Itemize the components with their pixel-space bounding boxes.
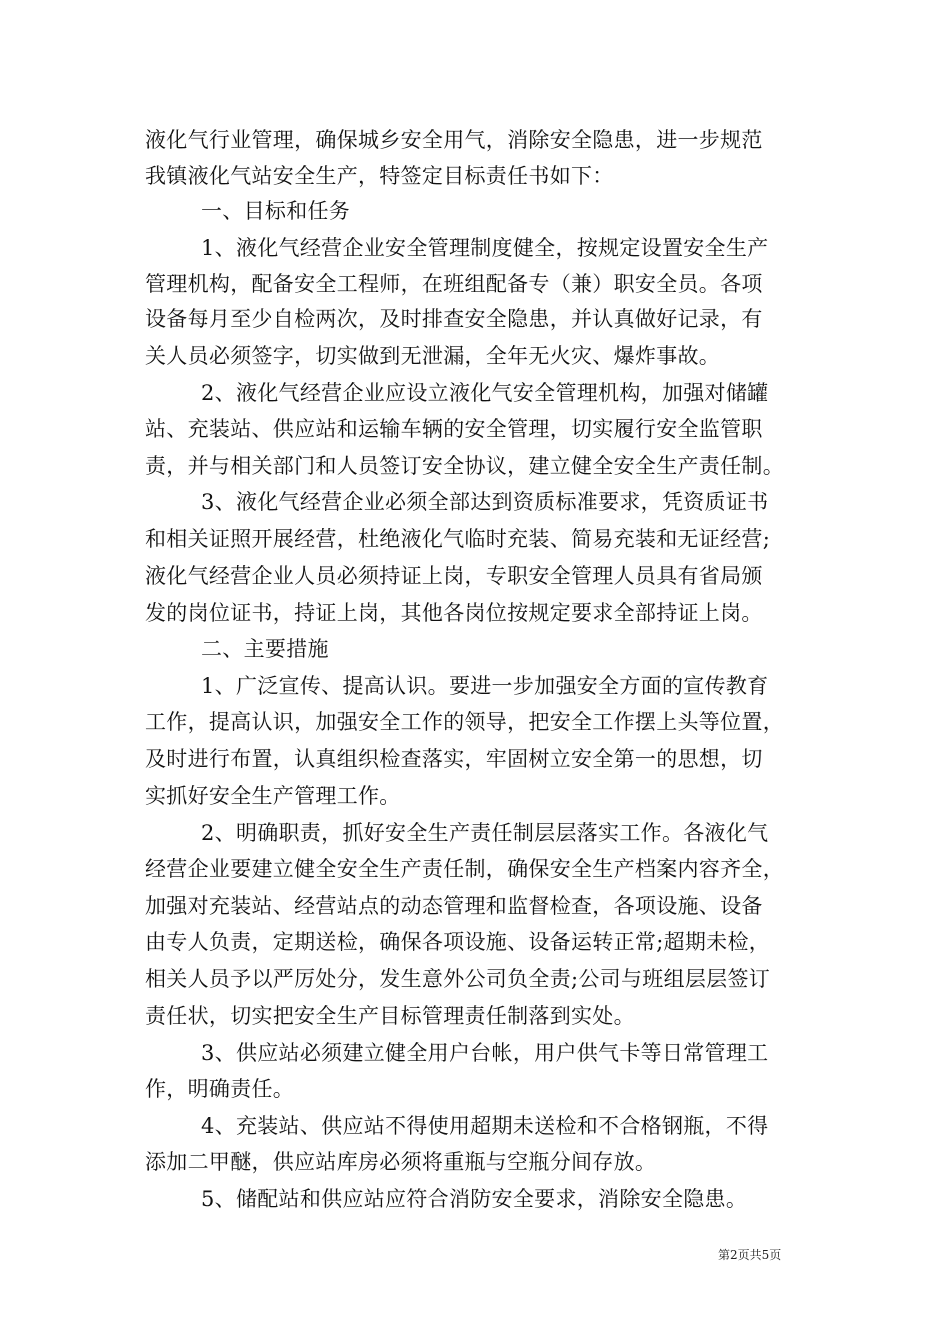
text-line: 关人员必须签字，切实做到无泄漏，全年无火灾、爆炸事故。 (145, 344, 721, 368)
text-line: 和相关证照开展经营，杜绝液化气临时充装、简易充装和无证经营; (145, 527, 771, 551)
text-line: 1、液化气经营企业安全管理制度健全，按规定设置安全生产 (201, 236, 769, 260)
text-line: 站、充装站、供应站和运输车辆的安全管理，切实履行安全监管职 (145, 417, 763, 441)
text-line: 由专人负责，定期送检，确保各项设施、设备运转正常;超期未检， (145, 930, 771, 954)
text-line: 加强对充装站、经营站点的动态管理和监督检查，各项设施、设备 (145, 894, 763, 918)
text-line: 我镇液化气站安全生产，特签定目标责任书如下： (145, 164, 614, 188)
page-number: 第2页共5页 (718, 1248, 782, 1262)
text-line: 作，明确责任。 (145, 1077, 295, 1101)
text-line: 经营企业要建立健全安全生产责任制，确保安全生产档案内容齐全， (145, 857, 784, 881)
text-line: 液化气经营企业人员必须持证上岗，专职安全管理人员具有省局颁 (145, 564, 763, 588)
text-line: 3、供应站必须建立健全用户台帐，用户供气卡等日常管理工 (201, 1041, 769, 1065)
text-line: 责，并与相关部门和人员签订安全协议，建立健全安全生产责任制。 (145, 454, 784, 478)
text-line: 责任状，切实把安全生产目标管理责任制落到实处。 (145, 1004, 635, 1028)
text-line: 1、广泛宣传、提高认识。要进一步加强安全方面的宣传教育 (201, 674, 769, 698)
text-line: 工作，提高认识，加强安全工作的领导，把安全工作摆上头等位置， (145, 710, 784, 734)
text-line: 4、充装站、供应站不得使用超期未送检和不合格钢瓶，不得 (201, 1114, 769, 1138)
text-line: 设备每月至少自检两次，及时排查安全隐患，并认真做好记录，有 (145, 307, 763, 331)
text-line: 2、明确职责，抓好安全生产责任制层层落实工作。各液化气 (201, 821, 769, 845)
section-heading: 一、目标和任务 (201, 199, 351, 223)
section-heading: 二、主要措施 (201, 637, 329, 661)
text-line: 及时进行布置，认真组织检查落实，牢固树立安全第一的思想，切 (145, 747, 763, 771)
text-line: 2、液化气经营企业应设立液化气安全管理机构，加强对储罐 (201, 381, 769, 405)
text-line: 管理机构，配备安全工程师，在班组配备专（兼）职安全员。各项 (145, 272, 763, 296)
text-line: 相关人员予以严厉处分，发生意外公司负全责;公司与班组层层签订 (145, 967, 771, 991)
text-line: 液化气行业管理，确保城乡安全用气，消除安全隐患，进一步规范 (145, 128, 763, 152)
text-line: 添加二甲醚，供应站库房必须将重瓶与空瓶分间存放。 (145, 1150, 657, 1174)
text-line: 5、储配站和供应站应符合消防安全要求，消除安全隐患。 (201, 1187, 748, 1211)
text-line: 3、液化气经营企业必须全部达到资质标准要求，凭资质证书 (201, 490, 769, 514)
text-line: 实抓好安全生产管理工作。 (145, 784, 401, 808)
text-line: 发的岗位证书，持证上岗，其他各岗位按规定要求全部持证上岗。 (145, 601, 763, 625)
